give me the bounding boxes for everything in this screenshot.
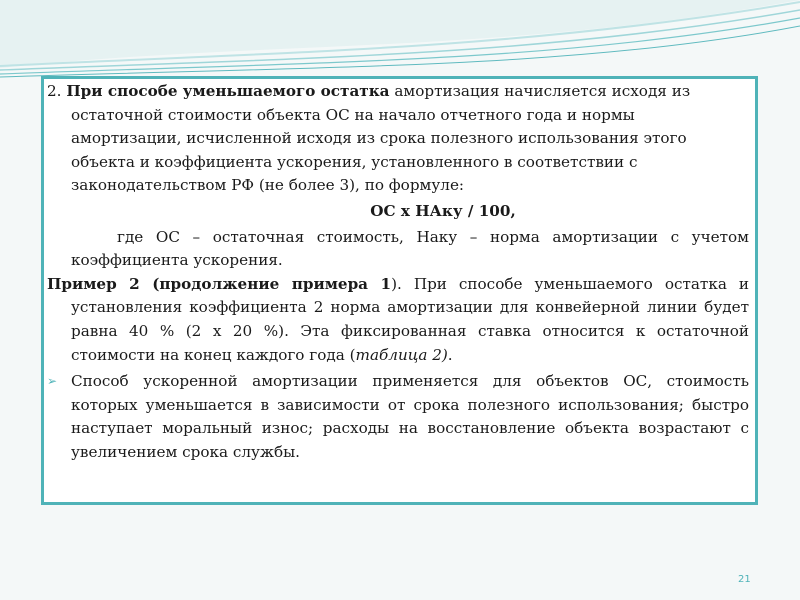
example-text-end: . — [447, 345, 453, 364]
table-reference: таблица 2) — [355, 345, 448, 364]
page-number: 21 — [738, 574, 751, 585]
example-title: Пример 2 (продолжение примера 1 — [47, 274, 392, 293]
bullet-item — [47, 370, 749, 464]
example-paragraph — [47, 273, 749, 367]
method-title: При способе уменьшаемого остатка — [66, 82, 390, 100]
example-text: ). При способе уменьшаемого остатка и установления коэффициента 2 норма амортизации для конвейерной линии будет равна 40 % (2 х 20 %). Эта фиксированная ставка относится к остаточной стоимости на конец каждого года ( — [71, 274, 749, 364]
slide-content — [47, 80, 749, 465]
formula-explanation: где ОС – остаточная стоимость, Наку – норма амортизации с учетом коэффициента ускорения. — [71, 227, 749, 270]
method-description: амортизация начисляется исходя из остаточной стоимости объекта ОС на начало отчетного года и нормы амортизации, исчисленной исходя из срока полезного использования этого объекта и коэффициента ускорения, установленного в соответствии с законодательством РФ (не более 3), по формуле: — [71, 82, 691, 195]
formula: ОС х НАку / 100, — [370, 201, 516, 220]
arrow-bullet-icon: ➢ — [47, 374, 58, 389]
bullet-text: Способ ускоренной амортизации применяется для объектов ОС, стоимость которых уменьшается в зависимости от срока полезного использования; быстро наступает моральный износ; расходы на восстановление объекта возрастают с увеличением срока службы. — [71, 372, 749, 461]
item-number: 2. — [47, 82, 62, 100]
paragraph-declining-balance — [47, 80, 749, 198]
